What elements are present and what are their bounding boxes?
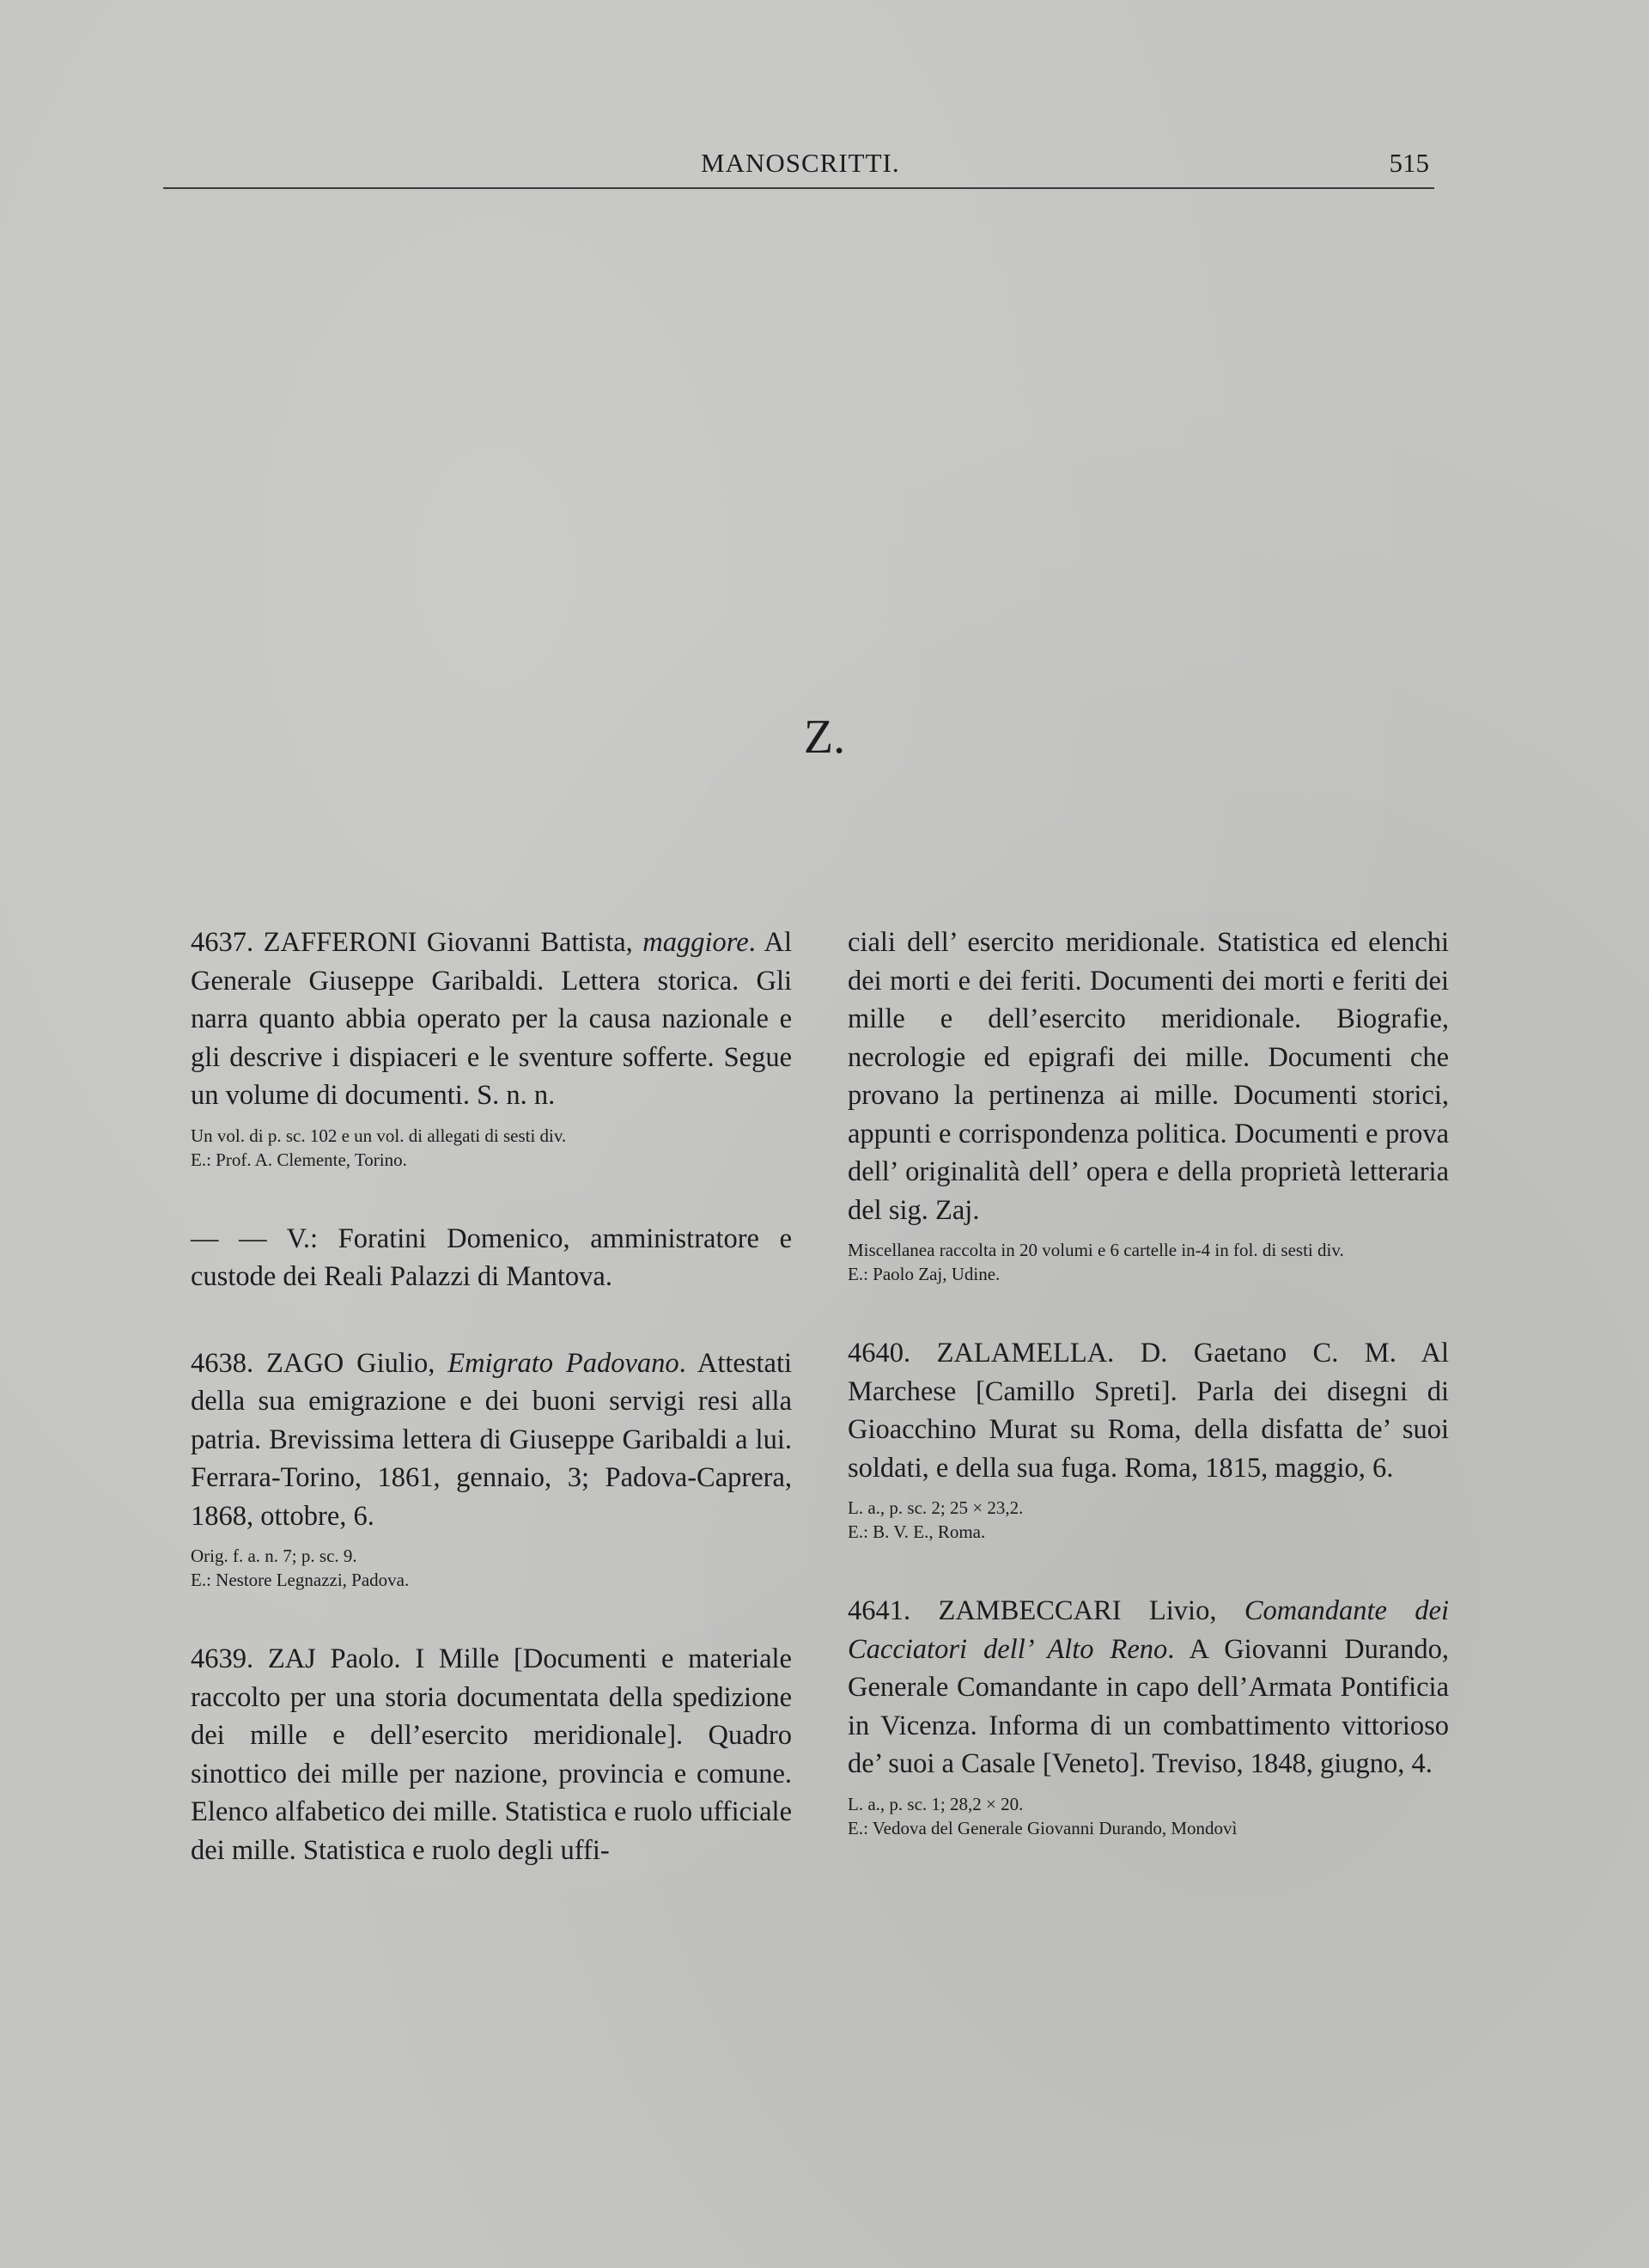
owner-note: E.: Prof. A. Clemente, Torino. — [191, 1149, 407, 1170]
entry-text: 4640. ZALAMELLA. D. Gaetano C. M. Al Marchese [Camillo Spreti]. Parla dei disegni di Gioacchino Murat su Roma, della disfatta de’ suoi soldati, e della sua fuga. Roma, 1815, maggio, 6. — [848, 1338, 1449, 1484]
entry-4640 — [848, 1334, 1449, 1544]
left-column — [191, 924, 792, 1869]
entry-body: . Attestati della sua emigrazione e dei buoni servigi resi alla patria. Brevissima lettera di Giuseppe Garibaldi a lui. Ferrara-Torino, 1861, gennaio, 3; Padova-Caprera, 1868, ottobre, 6. — [191, 1347, 793, 1532]
owner-note: E.: B. V. E., Roma. — [848, 1521, 986, 1542]
entry-notes — [848, 1792, 1449, 1840]
owner-note: E.: Paolo Zaj, Udine. — [848, 1264, 1001, 1284]
physical-description: L. a., p. sc. 1; 28,2 × 20. — [848, 1793, 1024, 1814]
entry-notes — [848, 1238, 1449, 1286]
physical-description: L. a., p. sc. 2; 25 × 23,2. — [848, 1497, 1024, 1518]
owner-note: E.: Nestore Legnazzi, Padova. — [191, 1570, 410, 1590]
entry-4639-continued — [848, 924, 1449, 1286]
right-column — [848, 924, 1449, 1840]
spacer — [848, 1286, 1449, 1334]
spacer — [848, 1544, 1449, 1592]
running-title: MANOSCRITTI. — [701, 148, 900, 178]
entry-4641 — [848, 1592, 1449, 1840]
entry-title: Comandante dei Cacciatori dell’ Alto Reno — [848, 1595, 1449, 1665]
page-number: 515 — [1389, 148, 1429, 178]
entry-text — [191, 1344, 792, 1536]
entry-lead: 4638. ZAGO Giulio, — [191, 1347, 448, 1379]
entry-text: ciali dell’ esercito meridionale. Statistica ed elenchi dei morti e dei feriti. Documenti dei morti e feriti dei mille e dell’esercito meridionale. Biografie, necrologie ed epigrafi dei mille. Documenti che provano la pertinenza ai mille. Documenti storici, appunti e corrispondenza politica. Documenti e prova dell’ originalità dell’ opera e della proprietà letteraria del sig. Zaj. — [848, 927, 1449, 1226]
header-rule — [163, 187, 1434, 189]
entry-body: . A Giovanni Durando, Generale Comandante in capo dell’Armata Pontificia in Vicenza. Informa di un combattimento vittorioso de’ suoi a Casale [Veneto]. Treviso, 1848, giugno, 4. — [848, 1633, 1449, 1779]
section-letter: Z. — [803, 710, 846, 764]
spacer — [191, 1172, 792, 1220]
entry-lead: 4641. ZAMBECCARI Livio, — [848, 1595, 1244, 1626]
entry-lead: 4637. ZAFFERONI Giovanni Battista, — [191, 927, 643, 958]
physical-description: Orig. f. a. n. 7; p. sc. 9. — [191, 1546, 357, 1566]
entry-4637 — [191, 924, 792, 1172]
see-also-entry: — — V.: Foratini Domenico, amministratore e custode dei Reali Palazzi di Mantova. — [191, 1222, 792, 1292]
entry-text — [848, 1592, 1449, 1783]
entry-notes — [848, 1496, 1449, 1544]
entry-title: Emigrato Padovano — [447, 1347, 679, 1379]
spacer — [191, 1592, 792, 1640]
entry-4638 — [191, 1344, 792, 1593]
physical-description: Miscellanea raccolta in 20 volumi e 6 cartelle in-4 in fol. di sesti div. — [848, 1240, 1344, 1260]
entry-4639-start: 4639. ZAJ Paolo. I Mille [Documenti e materiale raccolto per una storia documentata della spedizione dei mille e dell’esercito meridionale]. Quadro sinottico dei mille per nazione, provincia e comune. Elenco alfabetico dei mille. Statistica e ruolo ufficiale dei mille. Statistica e ruolo degli uffi- — [191, 1643, 792, 1866]
entry-notes — [191, 1124, 792, 1172]
physical-description: Un vol. di p. sc. 102 e un vol. di allegati di sesti div. — [191, 1125, 567, 1146]
entry-body: . Al Generale Giuseppe Garibaldi. Lettera storica. Gli narra quanto abbia operato per la causa nazionale e gli descrive i dispiaceri e le sventure sofferte. Segue un volume di documenti. S. n. n. — [191, 927, 792, 1111]
entry-title: maggiore — [642, 927, 749, 958]
entry-notes — [191, 1544, 792, 1592]
owner-note: E.: Vedova del Generale Giovanni Durando, Mondovì — [848, 1817, 1238, 1838]
page-header — [163, 137, 1434, 189]
entry-text — [191, 924, 792, 1115]
spacer — [191, 1296, 792, 1344]
